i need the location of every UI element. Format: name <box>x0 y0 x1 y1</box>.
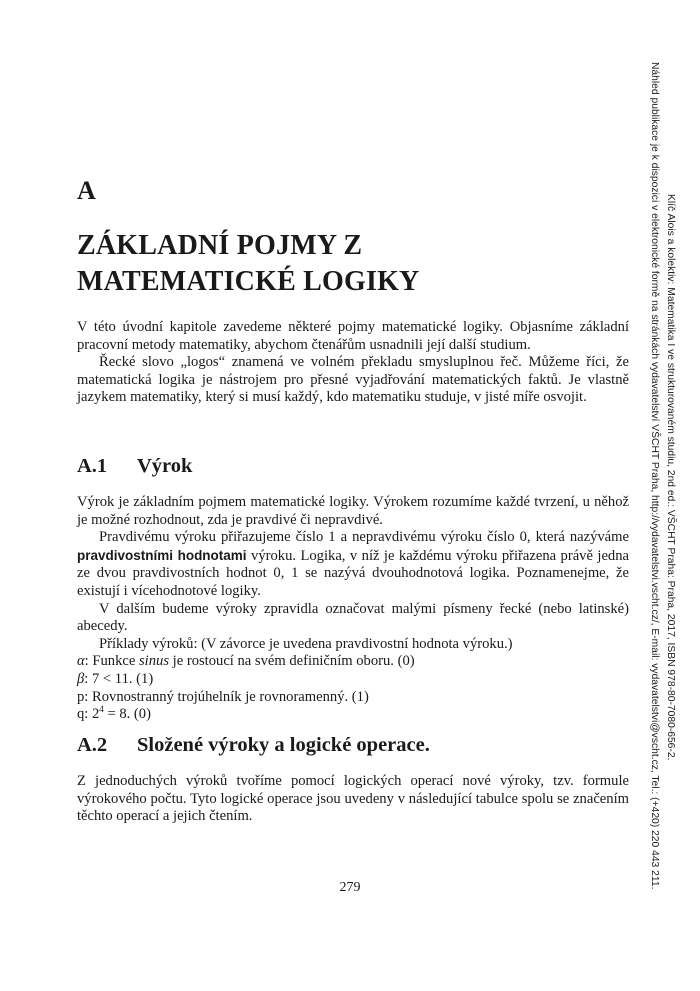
example-alpha <box>77 653 629 671</box>
section-heading-1 <box>77 455 192 478</box>
examples-intro: Příklady výroků: (V závorce je uvedena pravdivostní hodnota výroku.) <box>99 635 513 652</box>
section-title-2: Složené výroky a logické operace. <box>137 734 430 756</box>
intro-section <box>77 319 629 407</box>
section-1-paragraph-3: V dalším budeme výroky zpravidla označovat malými písmeny řecké (nebo latinské) abecedy. <box>77 600 629 635</box>
section-2-paragraph-1: Z jednoduchých výroků tvoříme pomocí logických operací nové výroky, tzv. formule výrokového počtu. Tyto logické operace jsou uvedeny v následující tabulce spolu se značením těchto operací a jejich čtením. <box>77 773 629 825</box>
side-note-line-1: Klíč Alois a kolektiv: Matematika I ve strukturovaném studiu, 2nd ed.: VŠCHT Praha: Praha, 2017, ISBN 978-80-7080-656-2. <box>665 194 676 761</box>
alpha-italic: sinus <box>139 653 170 670</box>
section-number-2: A.2 <box>77 734 108 756</box>
section-heading-2 <box>77 734 430 757</box>
q-superscript: 4 <box>99 704 104 715</box>
alpha-label: α <box>77 653 85 670</box>
section-2-body <box>77 773 629 826</box>
example-q <box>77 706 629 724</box>
q-text-post: = 8. (0) <box>103 706 151 723</box>
section-title-1: Výrok <box>137 455 193 477</box>
section-1-paragraph-2 <box>77 529 629 600</box>
example-beta <box>77 671 629 689</box>
section-1-body <box>77 494 629 724</box>
section-1-paragraph-1: Výrok je základním pojmem matematické logiky. Výrokem rozumíme každé tvrzení, u něhož je možné rozhodnout, zda je pravdivé či nepravdivé. <box>77 494 629 528</box>
example-p: p: Rovnostranný trojúhelník je rovnoramenný. (1) <box>77 688 369 705</box>
side-note-line-2: Náhled publikace je k dispozici v elektronické formě na stránkách vydavatelství VŠCHT Praha, http://vydavatelstvi.vscht.cz/, E-mail: vydavatelstvi@vscht.cz, Tel.: (+420) 220 443 211. <box>649 62 660 890</box>
alpha-text-pre: : Funkce <box>84 653 139 670</box>
intro-paragraph-1: V této úvodní kapitole zavedeme některé pojmy matematické logiky. Objasníme základní pracovní metody matematiky, abychom čtenářům usnadnili její další studium. <box>77 319 629 353</box>
bold-term: pravdivostními hodnotami <box>77 547 247 563</box>
beta-label: β <box>77 670 85 687</box>
chapter-title <box>77 228 597 300</box>
intro-paragraph-2: Řecké slovo „logos“ znamená ve volném překladu smysluplnou řeč. Můžeme říci, že matematická logika je nástrojem pro přesné vyjadřování matematických faktů. Je vlastně jazykem matematiky, který si musí každý, kdo matematiku studuje, v jisté míře osvojit. <box>77 354 629 406</box>
page-number: 279 <box>339 880 361 895</box>
side-note <box>639 62 685 932</box>
chapter-title-line-1: ZÁKLADNÍ POJMY Z <box>77 230 363 261</box>
chapter-title-line-2: MATEMATICKÉ LOGIKY <box>77 266 420 297</box>
paragraph-2-end: výroku. Logika, v níž je každému výroku přiřazena právě jedna ze dvou pravdivostních hodnot 0, 1 se nazývá dvouhodnotová logika. Poznamenejme, že existují i vícehodnotové logiky. <box>77 547 630 599</box>
alpha-text-post: je rostoucí na svém definičním oboru. (0) <box>169 653 415 670</box>
beta-text: : 7 < 11. (1) <box>84 670 154 687</box>
q-text-pre: q: 2 <box>77 706 100 723</box>
chapter-letter: A <box>77 176 96 205</box>
section-number-1: A.1 <box>77 455 108 477</box>
paragraph-2-start: Pravdivému výroku přiřazujeme číslo 1 a nepravdivému výroku číslo 0, která nazýváme <box>99 529 629 546</box>
